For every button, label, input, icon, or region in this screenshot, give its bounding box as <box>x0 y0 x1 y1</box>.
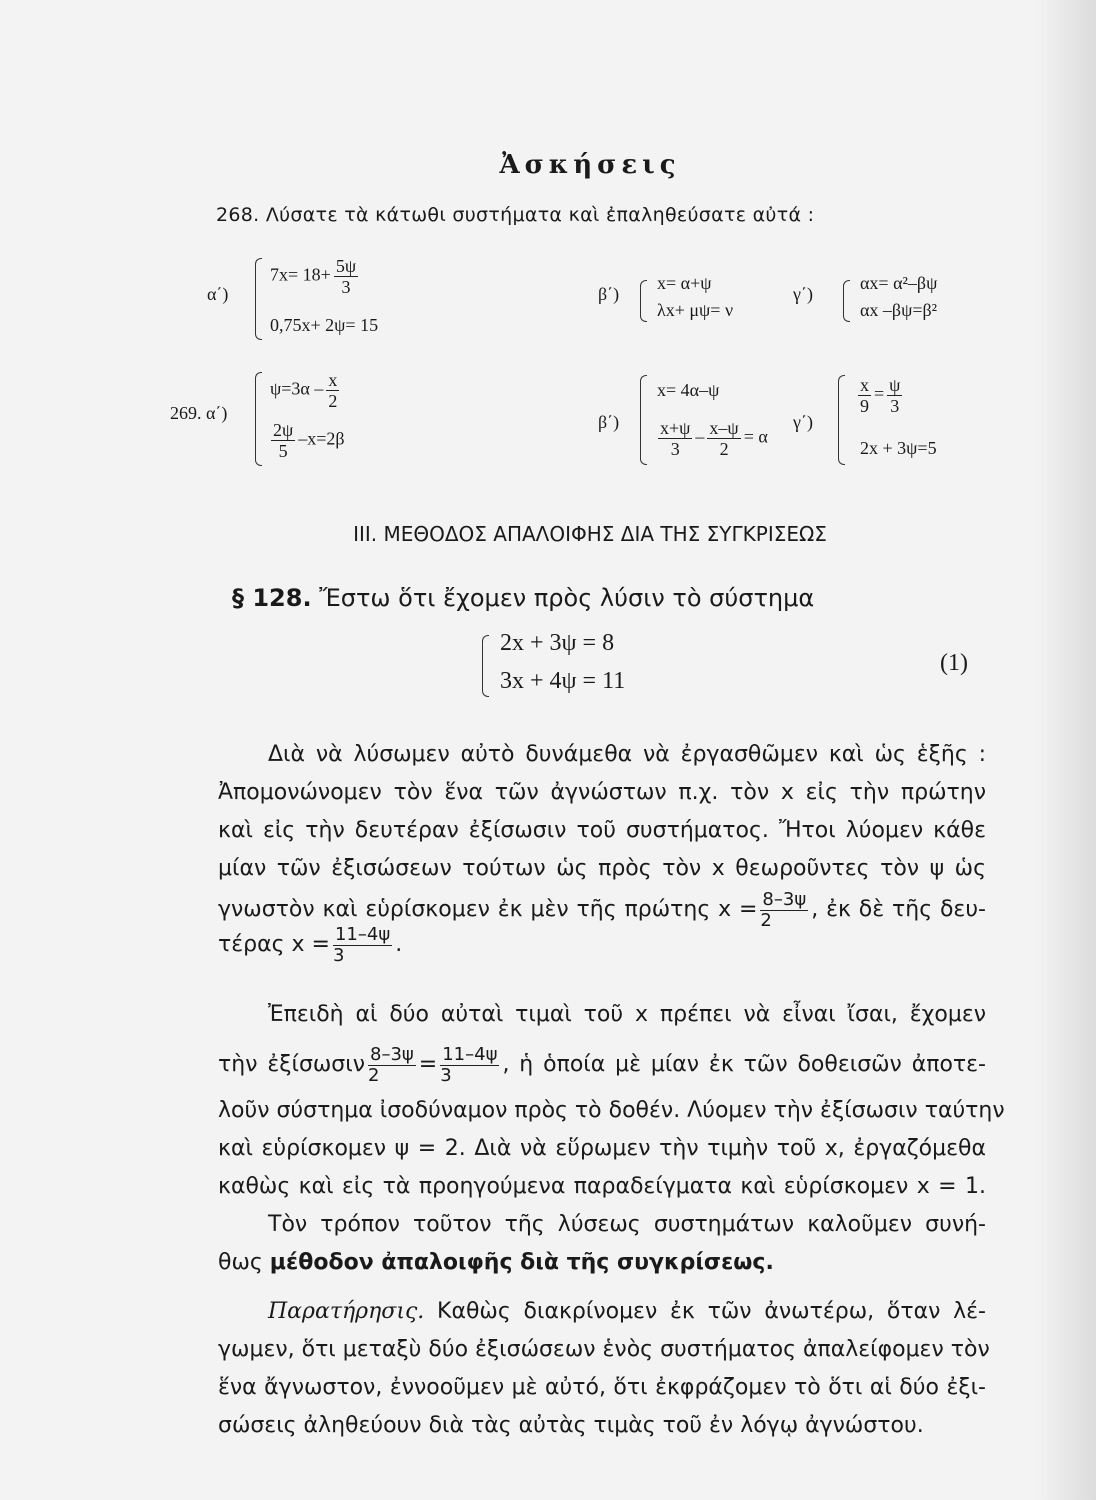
paragraph-128-intro: § 128. Ἔστω ὅτι ἔχομεν πρὸς λύσιν τὸ σύστημα <box>232 584 815 612</box>
text-line: σώσεις ἀληθεύουν διὰ τὰς αὐτὰς τιμὰς τοῦ ἐν λόγῳ ἀγνώστου. <box>218 1413 924 1438</box>
brace-icon <box>255 258 262 340</box>
equation: $\frac{2\psi}{5}$ –x=2β <box>273 420 345 461</box>
equation-tag: (1) <box>940 650 968 676</box>
brace-icon <box>640 280 647 322</box>
equation: 0,75x+ 2ψ= 15 <box>270 315 379 335</box>
text-line: θως μέθοδον ἀπαλοιφῆς διὰ τῆς συγκρίσεως. <box>218 1250 774 1275</box>
section-number: § 128. <box>232 584 312 612</box>
text-line: γωμεν, ὅτι μεταξὺ δύο ἐξισώσεων ἑνὸς συστήματος ἀπαλείφομεν τὸν <box>218 1337 990 1362</box>
equation: 3x + 4ψ = 11 <box>500 668 626 694</box>
equation: αx –βψ=β² <box>860 300 938 320</box>
equation: 7x= 18+ $\frac{5\psi}{3}$ <box>270 256 357 297</box>
text-line: γνωστὸν καὶ εὑρίσκομεν ἐκ μὲν τῆς πρώτης x = $\frac{8-3\psi}{2}$ , ἐκ δὲ τῆς δευ- <box>218 888 986 931</box>
section-heading: III. ΜΕΘΟΔΟΣ ΑΠΑΛΟΙΦΗΣ ΔΙΑ ΤΗΣ ΣΥΓΚΡΙΣΕΩΣ <box>353 522 827 546</box>
label: γ΄) <box>793 412 813 432</box>
equation: ψ=3α – $\frac{x}{2}$ <box>270 370 338 411</box>
exercise-268-intro: 268. Λύσατε τὰ κάτωθι συστήματα καὶ ἐπαληθεύσατε αὐτά : <box>216 204 815 226</box>
equation: $\frac{x}{9}$ = $\frac{\psi}{3}$ <box>860 375 901 416</box>
text-line: λοῦν σύστημα ἰσοδύναμον πρὸς τὸ δοθέν. Λύομεν τὴν ἐξίσωσιν ταύτην <box>218 1098 1005 1123</box>
text-line: μίαν τῶν ἐξισώσεων τούτων ὡς πρὸς τὸν x θεωροῦντες τὸν ψ ὡς <box>218 856 986 881</box>
bold-term: μέθοδον ἀπαλοιφῆς διὰ τῆς συγκρίσεως. <box>269 1250 774 1275</box>
brace-icon <box>838 375 845 465</box>
equation: x= 4α–ψ <box>657 380 720 400</box>
equation: 2x + 3ψ=5 <box>860 438 937 458</box>
equation: 2x + 3ψ = 8 <box>500 630 615 656</box>
text-line: καὶ εὑρίσκομεν ψ = 2. Διὰ νὰ εὕρωμεν τὴν τιμὴν τοῦ x, ἐργαζόμεθα <box>218 1136 986 1161</box>
label: β΄) <box>598 284 620 304</box>
equation: x= α+ψ <box>657 273 712 293</box>
brace-icon <box>843 280 850 322</box>
text-line: Παρατήρησις. Καθὼς διακρίνομεν ἐκ τῶν ἀνωτέρω, ὅταν λέ- <box>268 1299 986 1324</box>
label: 269. α΄) <box>170 403 228 423</box>
text-line: Τὸν τρόπον τοῦτον τῆς λύσεως συστημάτων καλοῦμεν συνή- <box>268 1212 986 1237</box>
text-line: Ἀπομονώνομεν τὸν ἕνα τῶν ἀγνώστων π.χ. τὸν x εἰς τὴν πρώτην <box>218 780 986 805</box>
text-line: Ἐπειδὴ αἱ δύο αὐταὶ τιμαὶ τοῦ x πρέπει νὰ εἶναι ἴσαι, ἔχομεν <box>268 1002 986 1027</box>
text-line: τὴν ἐξίσωσιν $\frac{8-3\psi}{2}$ = $\frac{11-4\psi}{3}$ , ἡ ὁποία μὲ μίαν ἐκ τῶν δοθεισῶν ἀποτε- <box>218 1043 986 1086</box>
text-line: ἕνα ἄγνωστον, ἐννοοῦμεν μὲ αὐτό, ὅτι ἐκφράζομεν τὸ ὅτι αἱ δύο ἐξι- <box>218 1375 986 1400</box>
label: γ΄) <box>793 284 813 304</box>
brace-icon <box>482 635 489 697</box>
text-line: καθὼς καὶ εἰς τὰ προηγούμενα παραδείγματα καὶ εὑρίσκομεν x = 1. <box>218 1174 986 1199</box>
text-line: καὶ εἰς τὴν δευτέραν ἐξίσωσιν τοῦ συστήματος. Ἤτοι λύομεν κάθε <box>218 818 986 843</box>
equation: $\frac{x+\psi}{3}$ – $\frac{x-\psi}{2}$ = α <box>660 418 768 459</box>
equation: λx+ μψ= ν <box>657 300 734 320</box>
page-edge-shadow <box>1036 0 1096 1500</box>
remark-label: Παρατήρησις. <box>268 1299 425 1324</box>
text-line: Διὰ νὰ λύσωμεν αὐτὸ δυνάμεθα νὰ ἐργασθῶμεν καὶ ὡς ἑξῆς : <box>268 742 986 767</box>
exercises-title: Ἀσκήσεις <box>499 150 681 180</box>
label: α΄) <box>207 284 229 304</box>
brace-icon <box>255 372 262 466</box>
label: β΄) <box>598 412 620 432</box>
brace-icon <box>640 375 647 465</box>
equation: αx= α²–βψ <box>860 273 938 293</box>
text-line: τέρας x = $\frac{11-4\psi}{3}$ . <box>218 923 403 966</box>
